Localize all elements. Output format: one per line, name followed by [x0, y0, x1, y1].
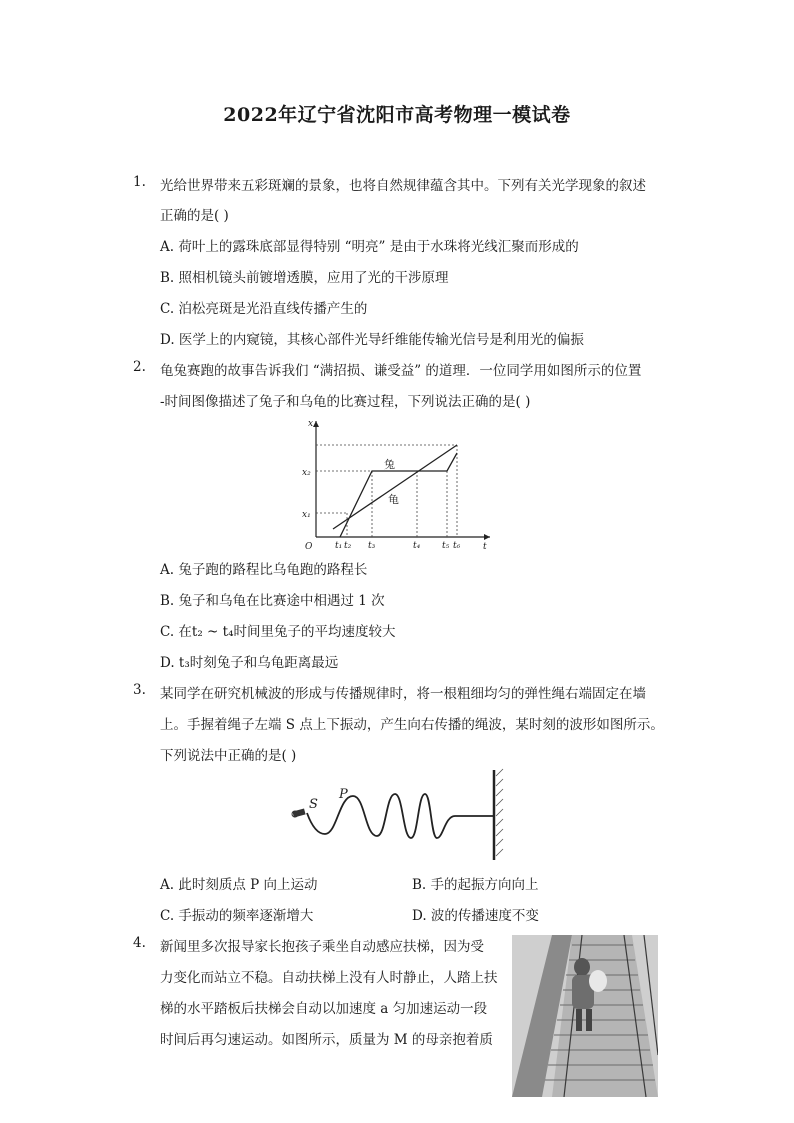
point-p-label: P — [339, 787, 348, 802]
x-tick-label: t₄ — [413, 541, 421, 551]
page-title: 2022年辽宁省沈阳市高考物理一模试卷 — [223, 104, 571, 126]
origin-label: O — [305, 542, 313, 552]
question-stem-line: 光给世界带来五彩斑斓的景象，也将自然规律蕴含其中。下列有关光学现象的叙述 — [160, 178, 646, 194]
x-tick-label: t₂ — [344, 541, 352, 551]
question-number: 1. — [133, 174, 146, 190]
question-number: 4. — [133, 935, 146, 951]
question-number: 2. — [133, 359, 146, 375]
question-stem-line: 新闻里多次报导家长抱孩子乘坐自动感应扶梯，因为受 — [160, 939, 484, 955]
question-stem-line: 上。手握着绳子左端 S 点上下振动，产生向右传播的绳波，某时刻的波形如图所示。 — [160, 717, 664, 733]
y-axis-label: x — [308, 419, 314, 429]
option-b: B. 手的起振方向向上 — [412, 877, 539, 893]
turtle-label: 龟 — [388, 493, 399, 506]
escalator-photo — [512, 935, 658, 1097]
option-b: B. 照相机镜头前镀增透膜，应用了光的干涉原理 — [160, 270, 449, 286]
option-d: D. 波的传播速度不变 — [412, 908, 539, 924]
question-number: 3. — [133, 682, 146, 698]
option-c: C. 手振动的频率逐渐增大 — [160, 908, 314, 924]
y-tick-label: x₂ — [302, 468, 311, 478]
rope-wave-figure — [285, 768, 525, 862]
x-tick-label: t₃ — [368, 541, 376, 551]
question-stem-line: 梯的水平踏板后扶梯会自动以加速度 a 匀加速运动一段 — [160, 1001, 488, 1017]
point-s-label: S — [309, 797, 318, 812]
question-stem-line: 正确的是( ) — [160, 208, 229, 224]
option-d: D. t₃时刻兔子和乌龟距离最远 — [160, 655, 339, 671]
option-c: C. 在t₂ ~ t₄时间里兔子的平均速度较大 — [160, 624, 396, 640]
x-axis-label: t — [483, 542, 487, 552]
position-time-graph — [300, 415, 500, 555]
question-stem-line: 时间后再匀速运动。如图所示，质量为 M 的母亲抱着质 — [160, 1032, 493, 1048]
x-tick-label: t₅ — [442, 541, 450, 551]
question-stem-line: -时间图像描述了兔子和乌龟的比赛过程，下列说法正确的是( ) — [160, 394, 531, 410]
option-d: D. 医学上的内窥镜，其核心部件光导纤维能传输光信号是利用光的偏振 — [160, 332, 584, 348]
question-stem-line: 下列说法中正确的是( ) — [160, 748, 297, 764]
option-a: A. 兔子跑的路程比乌龟跑的路程长 — [160, 562, 368, 578]
x-tick-label: t₁ — [335, 541, 343, 551]
y-tick-label: x₁ — [302, 510, 311, 520]
option-c: C. 泊松亮斑是光沿直线传播产生的 — [160, 301, 368, 317]
option-a: A. 此时刻质点 P 向上运动 — [160, 877, 318, 893]
question-stem-line: 龟兔赛跑的故事告诉我们 “满招损、谦受益” 的道理．一位同学用如图所示的位置 — [160, 363, 642, 379]
hand-icon — [292, 809, 306, 818]
option-a: A. 荷叶上的露珠底部显得特别 “明亮” 是由于水珠将光线汇聚而形成的 — [160, 239, 579, 255]
wave-line — [307, 794, 455, 838]
option-b: B. 兔子和乌龟在比赛途中相遇过 1 次 — [160, 593, 385, 609]
question-stem-line: 力变化而站立不稳。自动扶梯上没有人时静止，人踏上扶 — [160, 970, 498, 986]
rabbit-label: 兔 — [384, 458, 395, 471]
question-stem-line: 某同学在研究机械波的形成与传播规律时，将一根粗细均匀的弹性绳右端固定在墙 — [160, 686, 646, 702]
turtle-line — [333, 445, 457, 529]
x-tick-label: t₆ — [453, 541, 461, 551]
